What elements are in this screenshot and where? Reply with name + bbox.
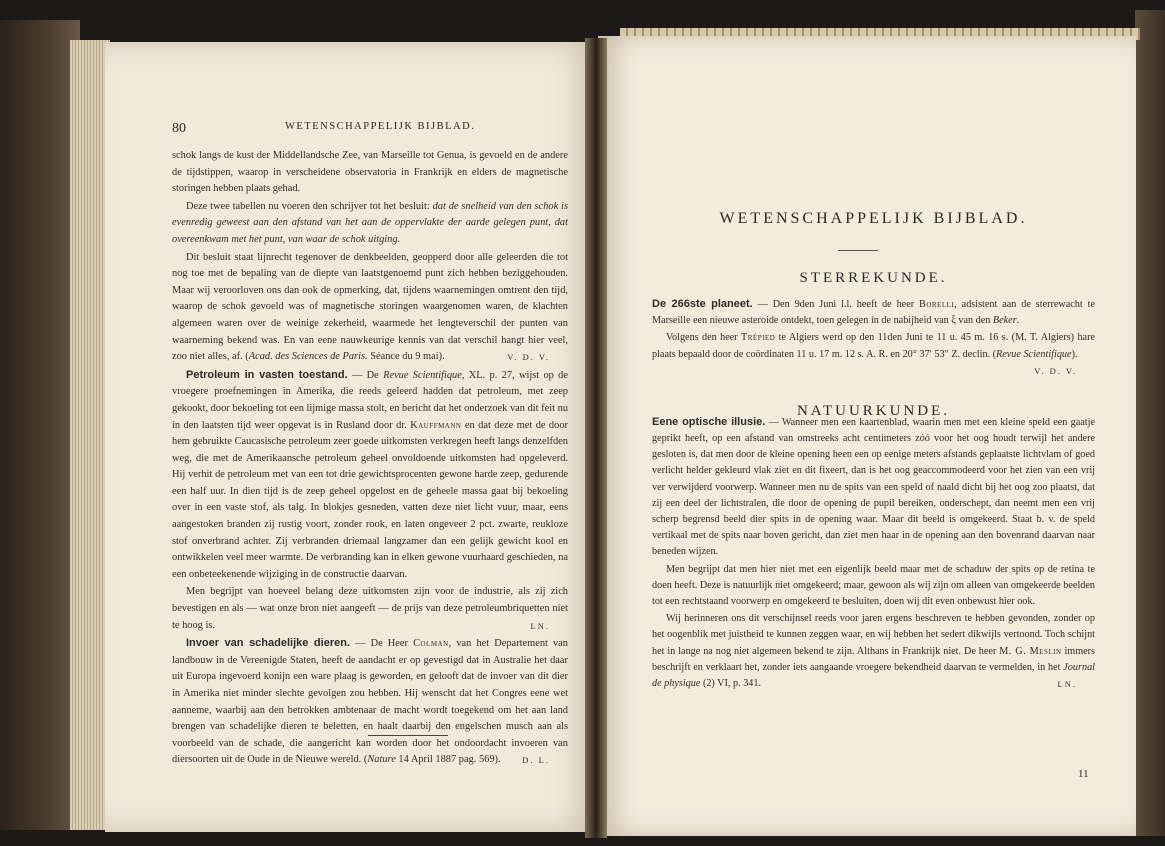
text: Men begrijpt van hoeveel belang deze uitkomsten zijn voor de industrie, als zij zich bevestigen en als — wat onze bron niet aangeeft — de prijs van deze petroleumbriquetten niet te hoog is.	[172, 586, 568, 631]
citation: Revue Scientifique	[383, 369, 462, 381]
text: , XL. p. 27, wijst op de vroegere proefnemingen in Amerika, die reeds geleerd hadden dat petroleum, met zeep gekookt, door bekoeling tot een lijmige massa stolt, en bericht dat het onderzoek van dit feit nu in den laatsten tijd weer opgevat is in Rusland door dr.	[172, 369, 568, 431]
paragraph: schok langs de kust der Middellandsche Zee, van Marseille tot Genua, is gevoeld en de andere de tijdstippen, waarop in verscheidene observatoria in Frankrijk en elders de magnetische storingen hebben plaats gehad.	[172, 150, 568, 195]
person-name: M. G. Meslin	[999, 645, 1062, 657]
page-edges	[70, 40, 110, 830]
paragraph	[172, 250, 568, 366]
paragraph	[652, 330, 1095, 376]
person-name: Kauffmann	[410, 419, 462, 431]
citation: Beker	[992, 315, 1017, 327]
citation: Nature	[367, 754, 396, 766]
signature-mark: 11	[1078, 768, 1089, 780]
author-initials: V. D. V.	[1034, 365, 1077, 376]
article-heading: Invoer van schadelijke dieren.	[186, 637, 350, 650]
left-column	[172, 148, 568, 770]
title-rule	[838, 250, 878, 251]
paragraph: Men begrijpt dat men hier niet met een eigenlijk beeld maar met de schaduw der spits op de retina te doen heeft. Deze is natuurlijk niet omgekeerd; maar, gewoon als wij zijn om alleen van omgekeerde beelden tot een rechtstaand voorwerp en omgekeerd te besluiten, doen wij dit even onbewust hier ook.	[652, 563, 1095, 608]
text: , adsistent aan de sterrewacht te Marseille een nieuwe asteroide ontdekt, toen gelegen in de nabijheid van ξ van den	[652, 299, 1095, 327]
book-gutter	[585, 38, 607, 838]
text: Wij herinneren ons dit verschijnsel reeds voor jaren ergens beschreven te hebben gevonden, zonder op het oogenblik met juistheid te kunnen zeggen waar, en wij hebben het sedert dikwijls vertoond. Toch schijnt het in lange na nog niet algemeen bekend te zijn. Althans in Frankrijk niet. De heer	[652, 613, 1095, 657]
paragraph	[172, 367, 568, 584]
right-column	[652, 296, 1095, 693]
author-initials: D. L.	[522, 755, 550, 766]
emphasis-text: dat de snelheid van den schok is evenredig geweest aan den afstand van het aan de oppervlakte der aarde gelegen punt, dat overeenkwam met het punt, van waar de schok uitging.	[172, 200, 568, 245]
article-heading: De 266ste planeet.	[652, 298, 753, 310]
author-initials: LN.	[1057, 679, 1077, 690]
author-initials: V. D. V.	[507, 352, 550, 363]
text: — De	[347, 369, 384, 381]
running-head: WETENSCHAPPELIJK BIJBLAD.	[285, 121, 476, 132]
text: Volgens den heer	[666, 332, 742, 344]
paragraph	[172, 584, 568, 634]
article-heading: Petroleum in vasten toestand.	[186, 368, 348, 381]
paragraph	[652, 611, 1095, 692]
citation: Acad. des Sciences de Paris.	[248, 351, 368, 363]
text: immers beschrijft en verklaart het, zonder iets aangaande vroegere bekendheid daarvan te vermelden, in het	[652, 645, 1095, 673]
text: ).	[1071, 348, 1078, 360]
page-number: 80	[172, 121, 186, 136]
text: Séance du 9 mai).	[367, 351, 445, 363]
article-heading: Eene optische illusie.	[652, 415, 766, 428]
end-rule	[368, 735, 448, 736]
text: .	[1016, 315, 1020, 327]
page-title: WETENSCHAPPELIJK BIJBLAD.	[719, 210, 1028, 227]
person-name: Trépied	[741, 332, 776, 344]
citation: Revue Scientifique	[996, 348, 1072, 360]
text: Deze twee tabellen nu voeren den schrijver tot het besluit:	[186, 200, 433, 212]
text: — Den 9den Juni l.l. heeft de heer	[752, 299, 920, 310]
text: te Algiers werd op den 11den Juni te 11 u. 45 m. 16 s. (M. T. Algiers) hare plaats bepaald door de coördinaten 11 u. 17 m. 12 s. A. R. en 20° 37′ 53″ Z. declin. (	[652, 332, 1095, 360]
text: en dat deze met de door hem gebruikte Caucasische petroleum zeer goede uitkomsten verkregen heeft langs denzelfden weg, die met de Amerikaansche petroleum geheel onvoldoende uitkomsten had opgeleverd. Hij verhit de petroleum met van een tot drie gewichtsprocenten gewone harde zeep, gedurende een half uur. In dien tijd is de zeep geheel opgelost en de geheele massa gaat bij bekoeling over in een vaste stof, als talg. In blokjes gesneden, vatten deze niet licht vuur, maar, eens aangestoken branden zij rustig voort, zonder rook, en laten ongeveer 2 pct. zwarte, reukloze stof onverbrand achter. Zij verbranden driemaal langzamer dan een gelijk gewicht kool en ontwikkelen veel meer warmte. De verbranding kan in elken gewone vuurhaard geschieden, na een onbeteekenende wijziging in de constructie daarvan.	[172, 419, 568, 580]
text: — Wanneer men een kaartenblad, waarin men met een kleine speld een gaatje geprikt heeft, op een afstand van omstreeks acht centimeters zóó voor het oog houdt terwijl het andere gesloten is, dat men door de kleine opening heen een op eenige meters afstands geplaatste lichtvlam of goed verlicht helder gekleurd vlak ziet en dit fixeert, dan is het oog geaccommodeerd voor het zien van een vrij ver verwijderd voorwerp. Wanneer men nu de spits van een speld of naald dicht bij het oog zoo plaatst, dat zij een deel der lichtstralen, die door de opening de pupil bereiken, onderschept, dan neemt men een vrij scherp begrensd beeld dier spits in de opening waar. Maar dit beeld is omgekeerd. Staat b. v. de speld vertikaal met de spits naar boven gericht, dan ziet men haar in de opening aan den bovenrand daarvan naar beneden wijzen.	[652, 416, 1095, 558]
person-name: Colman	[413, 638, 449, 650]
author-initials: LN.	[530, 620, 550, 631]
text: , van het Departement van landbouw in de Vereenigde Staten, heeft de aandacht er op gevestigd dat in Australie het daar uit Europa ingevoerd konijn een ware plaag is geworden, en gelooft dat de invoer van dit dier in Amerika niet minder slechte gevolgen zou hebben. Hij wenscht dat het Congres eene wet aanneme, waarbij aan den betrokken ambtenaar de macht wordt toegekend om het aan land brengen van schadelijke dieren te beletten, en haalt daarbij den engelschen musch aan als voorbeeld van de schade, die aangericht kan worden door het ondoordacht invoeren van diersoorten uit de Oude in de Nieuwe wereld. (	[172, 638, 568, 766]
paragraph	[652, 296, 1095, 329]
book-cover-left	[0, 20, 80, 830]
paragraph	[172, 635, 568, 769]
text: 14 April 1887 pag. 569).	[395, 754, 501, 766]
citation: Journal de physique	[652, 661, 1095, 690]
section-title: STERREKUNDE.	[799, 270, 948, 286]
text: — De Heer	[350, 638, 414, 650]
text: (2) VI, p. 341.	[700, 678, 762, 690]
person-name: Borelli	[919, 299, 955, 310]
paragraph	[172, 199, 568, 249]
paragraph	[652, 414, 1095, 561]
section-title: NATUURKUNDE.	[796, 403, 951, 419]
book-cover-right	[1135, 10, 1165, 836]
text: Dit besluit staat lijnrecht tegenover de denkbeelden, geopperd door alle geleerden die tot nog toe met de bepaling van de diepte van laatstgenoemd punt zich hebben beziggehouden. Maar wij veroorloven ons dan ook de opmerking, dat, tijdens waarnemingen omtrent den tijd, waarop de schok gevoeld was of magnetische storingen waargenomen waren, de klachten algemeen waren over de weinige zekerheid, waarmede het lengteverschil der punten van waarneming bekend was. En van eene nauwkeurige kennis van dat verschil hangt hier veel, zoo niet alles, af. (	[172, 251, 568, 363]
